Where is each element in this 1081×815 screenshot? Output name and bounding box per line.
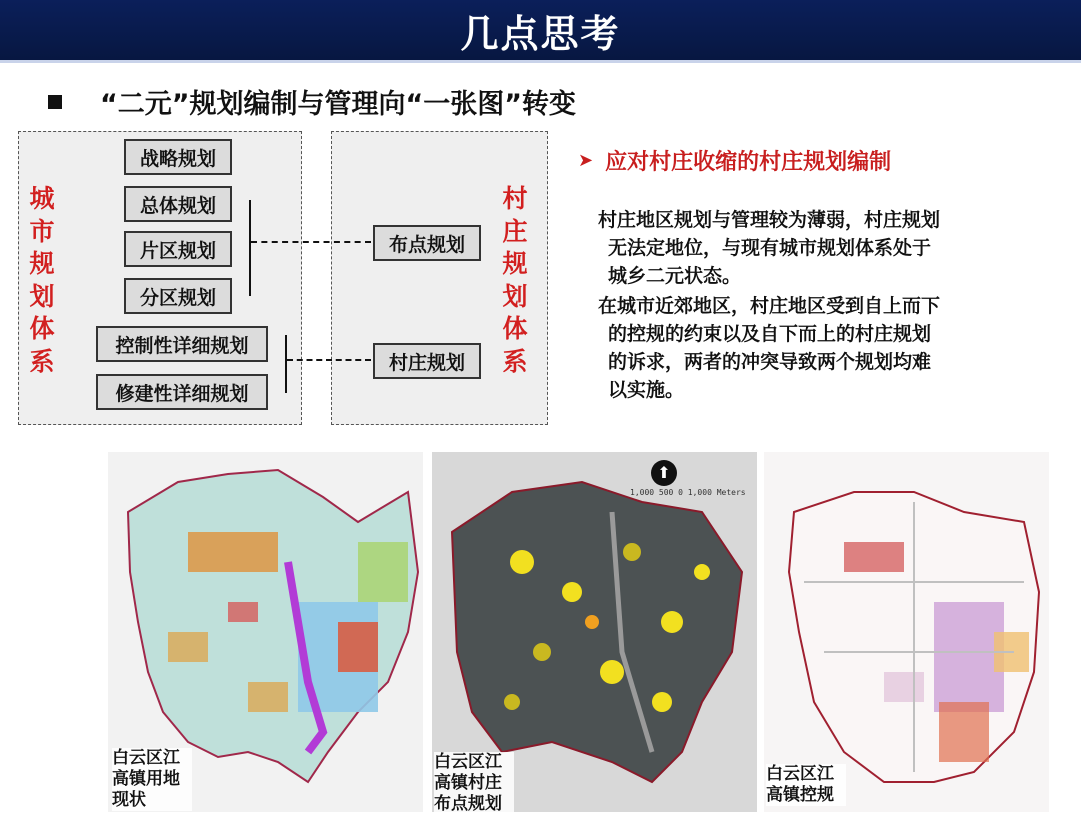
header-bar: [0, 0, 1081, 60]
map-scale-bar: 1,000 500 0 1,000 Meters: [630, 488, 746, 497]
paragraph-2-line: 的诉求，两者的冲突导致两个规划均难: [608, 351, 932, 373]
map-caption-regulatory-plan: [766, 764, 846, 806]
city-planning-system-label: 城市规划体系: [29, 184, 55, 376]
map-caption-village-layout: [434, 752, 514, 815]
bullet-square-icon: [48, 95, 62, 109]
district-plan-box: 片区规划: [124, 231, 232, 267]
north-arrow-icon: ⬆: [651, 460, 677, 486]
paragraph-2-line: 的控规的约束以及自下而上的村庄规划: [608, 323, 932, 345]
village-layout-plan-box: 布点规划: [373, 225, 481, 261]
paragraph-1-line: 城乡二元状态。: [608, 265, 742, 287]
strategic-plan-box: 战略规划: [124, 139, 232, 175]
caption-line: 白云区江: [112, 748, 180, 768]
paragraph-1-line: 村庄地区规划与管理较为薄弱，村庄规划: [598, 209, 941, 231]
caption-line: 白云区江: [766, 764, 834, 784]
zoning-plan-box: 分区规划: [124, 278, 232, 314]
village-planning-system-label: 村庄规划体系: [502, 184, 528, 376]
caption-line: 布点规划: [434, 794, 502, 814]
section-heading: [578, 145, 891, 176]
regulatory-plan-map: [764, 452, 1049, 812]
paragraph-1: [598, 206, 940, 290]
caption-line: 高镇村庄: [434, 773, 502, 793]
page-title: 几点思考: [460, 11, 621, 56]
village-plan-box: 村庄规划: [373, 343, 481, 379]
paragraph-1-line: 无法定地位，与现有城市规划体系处于: [608, 237, 932, 259]
paragraph-2-line: 在城市近郊地区，村庄地区受到自上而下: [598, 295, 941, 317]
bracket-upper: [249, 200, 251, 296]
map-caption-land-use: [112, 748, 192, 811]
master-plan-box: 总体规划: [124, 186, 232, 222]
arrow-bullet-icon: ➤: [578, 150, 594, 171]
section-heading-text: 应对村庄收缩的村庄规划编制: [605, 150, 892, 175]
paragraph-2: [598, 292, 940, 404]
caption-line: 高镇控规: [766, 785, 834, 805]
header-divider: [0, 60, 1081, 63]
caption-line: 白云区江: [434, 752, 502, 772]
caption-line: 现状: [112, 790, 146, 810]
paragraph-2-line: 以实施。: [608, 379, 685, 401]
bracket-lower: [285, 335, 287, 393]
constructive-detailed-plan-box: 修建性详细规划: [96, 374, 268, 410]
connector-lower: [287, 359, 371, 361]
regulatory-detailed-plan-box: 控制性详细规划: [96, 326, 268, 362]
main-heading-text: “二元”规划编制与管理向“一张图”转变: [100, 89, 576, 120]
caption-line: 高镇用地: [112, 769, 180, 789]
connector-upper: [251, 241, 371, 243]
main-heading: [48, 82, 576, 121]
